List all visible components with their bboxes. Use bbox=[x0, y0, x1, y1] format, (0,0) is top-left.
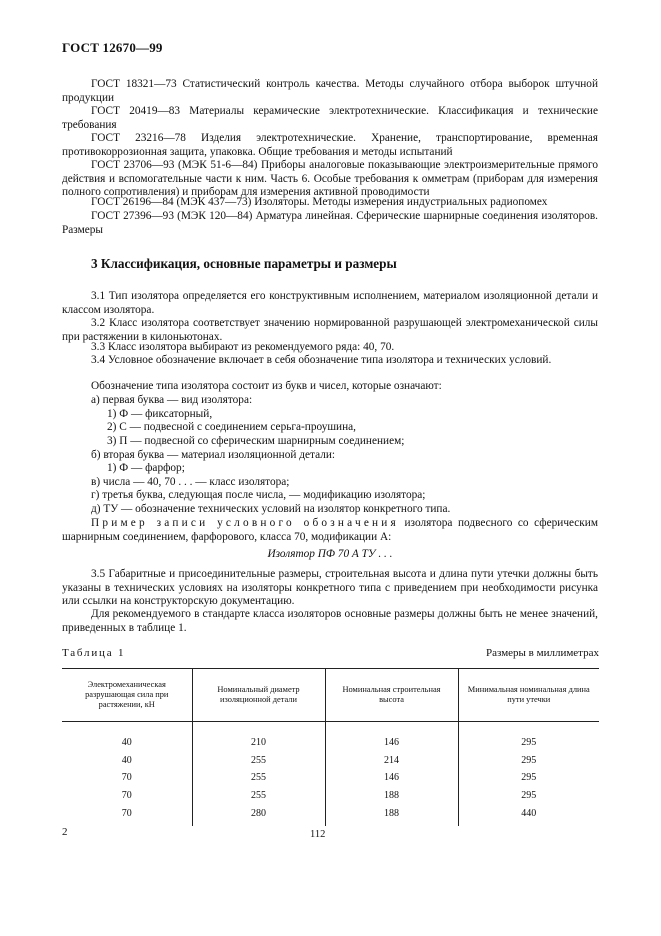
table-cell: 70 bbox=[121, 772, 132, 784]
table-cell: 70 bbox=[121, 790, 132, 802]
list-item-v: в) числа — 40, 70 . . . — класс изолятора; bbox=[91, 476, 290, 488]
example-code: Изолятор ПФ 70 А ТУ . . . bbox=[267, 548, 393, 560]
table-cell: 188 bbox=[325, 804, 458, 826]
list-item-a: а) первая буква — вид изолятора: bbox=[91, 394, 253, 406]
page-number: 2 bbox=[62, 826, 68, 838]
reference-gost-18321: ГОСТ 18321—73 Статистический контроль качества. Методы случайного отбора выборок штучной продукции bbox=[62, 78, 598, 104]
table-cell: 146 bbox=[325, 769, 458, 787]
header-leakage-path: Минимальная номинальная длина пути утечки bbox=[458, 669, 599, 722]
paragraph-3-2: 3.2 Класс изолятора соответствует значению нормированной разрушающей электромеханической силы при растяжении в килоньютонах. bbox=[62, 317, 598, 343]
table-cell: 295 bbox=[458, 752, 599, 770]
header-diameter: Номинальный диаметр изоляционной детали bbox=[192, 669, 325, 722]
example-label: Пример записи условного обозначения bbox=[91, 517, 399, 529]
table-row bbox=[62, 769, 599, 787]
header-height: Номинальная строительная высота bbox=[325, 669, 458, 722]
sheet-number: 112 bbox=[310, 829, 326, 840]
list-item-b1: 1) Ф — фарфор; bbox=[107, 462, 185, 474]
list-item-d: д) ТУ — обозначение технических условий на изолятор конкретного типа. bbox=[91, 503, 451, 515]
section-heading: 3 Классификация, основные параметры и размеры bbox=[91, 256, 397, 271]
reference-gost-20419: ГОСТ 20419—83 Материалы керамические электротехнические. Классификация и технические требования bbox=[62, 105, 598, 131]
reference-gost-26196: ГОСТ 26196—84 (МЭК 437—73) Изоляторы. Методы измерения индустриальных радиопомех bbox=[91, 196, 548, 208]
example-paragraph bbox=[62, 517, 598, 544]
list-item-a3: 3) П — подвесной со сферическим шарнирным соединением; bbox=[107, 435, 405, 447]
table-cell: 40 bbox=[121, 737, 132, 749]
table-cell: 280 bbox=[192, 804, 325, 826]
table-row bbox=[62, 787, 599, 805]
document-header: ГОСТ 12670—99 bbox=[62, 40, 163, 55]
header-force: Электромеханическая разрушающая сила при растяжении, кН bbox=[62, 669, 192, 722]
paragraph-3-3: 3.3 Класс изолятора выбирают из рекомендуемого ряда: 40, 70. bbox=[91, 341, 395, 353]
table-cell: 295 bbox=[458, 722, 599, 752]
table-cell: 146 bbox=[325, 722, 458, 752]
table-row bbox=[62, 752, 599, 770]
table-row bbox=[62, 722, 599, 752]
list-item-g: г) третья буква, следующая после числа, — модификацию изолятора; bbox=[91, 489, 426, 501]
paragraph-3-1: 3.1 Тип изолятора определяется его конструктивным исполнением, материалом изоляционной детали и классом изолятора. bbox=[62, 290, 598, 316]
table-cell: 210 bbox=[192, 722, 325, 752]
reference-gost-23216: ГОСТ 23216—78 Изделия электротехнические. Хранение, транспортирование, временная противокоррозионная защита, упаковка. Общие требования и методы испытаний bbox=[62, 132, 598, 158]
list-item-b: б) вторая буква — материал изоляционной детали: bbox=[91, 449, 336, 461]
type-intro: Обозначение типа изолятора состоит из букв и чисел, которые означают: bbox=[91, 380, 442, 392]
reference-gost-27396: ГОСТ 27396—93 (МЭК 120—84) Арматура линейная. Сферические шарнирные соединения изоляторов. Размеры bbox=[62, 210, 598, 236]
table-header-row bbox=[62, 669, 599, 722]
list-item-a1: 1) Ф — фиксаторный, bbox=[107, 408, 213, 420]
table-caption: Таблица 1 bbox=[62, 647, 126, 659]
list-item-a2: 2) С — подвесной с соединением серьга-проушина, bbox=[107, 421, 356, 433]
table-cell: 255 bbox=[192, 787, 325, 805]
table-cell: 255 bbox=[192, 752, 325, 770]
reference-gost-23706: ГОСТ 23706—93 (МЭК 51-6—84) Приборы аналоговые показывающие электроизмерительные прямого действия и вспомогательные части к ним. Часть 6. Особые требования к омметрам (приборам для измерения полного сопротивления) и приборам для измерения активной проводимости bbox=[62, 159, 598, 198]
table-cell: 40 bbox=[121, 754, 132, 766]
table-cell: 188 bbox=[325, 787, 458, 805]
table-cell: 255 bbox=[192, 769, 325, 787]
table-cell: 295 bbox=[458, 769, 599, 787]
paragraph-3-4: 3.4 Условное обозначение включает в себя обозначение типа изолятора и технических условий. bbox=[91, 354, 552, 366]
paragraph-3-5: 3.5 Габаритные и присоединительные размеры, строительная высота и длина пути утечки должны быть указаны в технических условиях на изоляторы конкретного типа с приведением при необходимости рисунка или ссылки на конструкторскую документацию. bbox=[62, 568, 598, 607]
dimensions-table bbox=[62, 668, 599, 826]
table-units: Размеры в миллиметрах bbox=[486, 647, 599, 659]
example-text: изолятора подвесного со сферическим шарнирным соединением, фарфорового, класса 70, модификации А: bbox=[62, 517, 598, 543]
table-cell: 440 bbox=[458, 804, 599, 826]
table-cell: 295 bbox=[458, 787, 599, 805]
table-cell: 70 bbox=[121, 807, 132, 819]
table-cell: 214 bbox=[325, 752, 458, 770]
table-row bbox=[62, 804, 599, 826]
recommendation-paragraph: Для рекомендуемого в стандарте класса изоляторов основные размеры должны быть не менее значений, приведенных в таблице 1. bbox=[62, 608, 598, 634]
